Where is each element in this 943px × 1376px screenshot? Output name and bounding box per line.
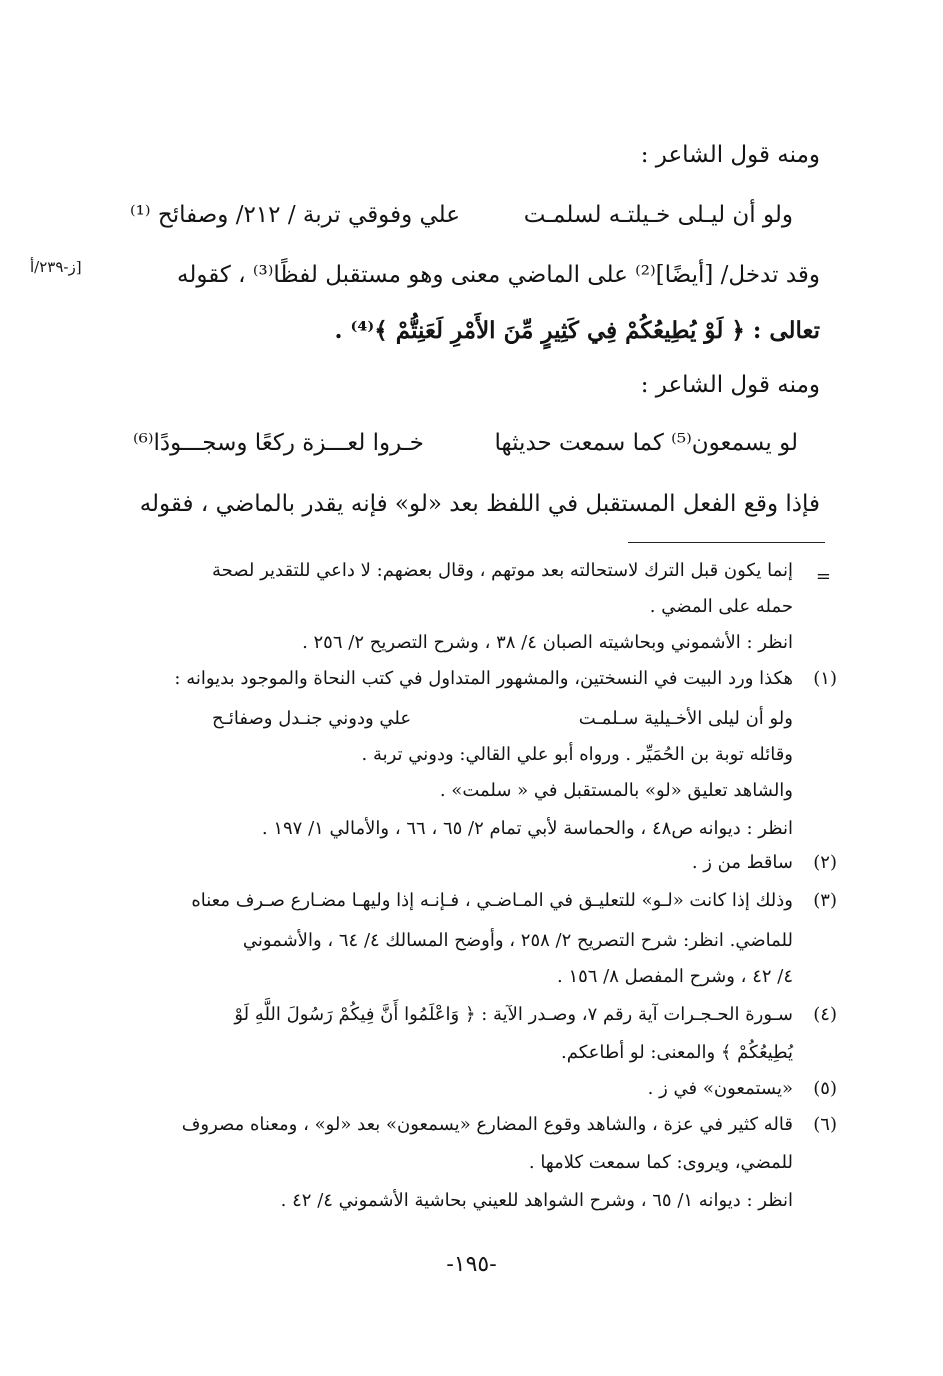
verse-2-first-hemistich: لو يسمعون⁽⁵⁾ كما سمعت حديثها <box>494 430 798 456</box>
margin-manuscript-reference: [ز-٢٣٩/أ <box>30 258 82 276</box>
footnote-4-line-1: سـورة الحـجـرات آية رقم ٧، وصـدر الآية : ﴿ وَاعْلَمُوا أَنَّ فِيكُمْ رَسُولَ اللَّهِ لَوْ <box>234 1004 793 1025</box>
verse-1-first-hemistich: ولو أن ليـلى خـيلتـه لسلمـت <box>523 202 793 228</box>
verse-2-second-hemistich: خـروا لعـــزة ركعًا وسجـــودًا⁽⁶⁾ <box>133 430 424 456</box>
body-line-7: فإذا وقع الفعل المستقبل في اللفظ بعد «لو» فإنه يقدر بالماضي ، فقوله <box>139 491 820 517</box>
footnote-3-line-3: ٤/ ٤٢ ، وشرح المفصل ٨/ ١٥٦ . <box>556 966 793 987</box>
footnote-1-verse-a: ولو أن ليلى الأخـيلية سـلمـت <box>578 708 793 729</box>
footnote-6-number: (٦) <box>813 1114 837 1135</box>
body-line-3: وقد تدخل/ [أيضًا]⁽²⁾ على الماضي معنى وهو مستقبل لفظًا⁽³⁾ ، كقوله <box>177 262 820 288</box>
footnote-5-number: (٥) <box>813 1078 837 1099</box>
footnote-1-line-3: وقائله توبة بن الحُمَيِّر . ورواه أبو علي القالي: ودوني تربة . <box>361 744 793 765</box>
footnote-separator <box>628 542 825 543</box>
footnote-6-line-1: قاله كثير في عزة ، والشاهد وقوع المضارع «يسمعون» بعد «لو» ، ومعناه مصروف <box>181 1114 793 1135</box>
footnote-3-number: (٣) <box>813 890 837 911</box>
intro-line-5: ومنه قول الشاعر : <box>640 372 820 398</box>
footnote-4-line-2: يُطِيعُكُمْ ﴾ والمعنى: لو أطاعكم. <box>561 1042 793 1063</box>
body-line-4-quran: تعالى : ﴿ لَوْ يُطِيعُكُمْ فِي كَثِيرٍ مِّنَ الأَمْرِ لَعَنِتُّمْ ﴾⁽⁴⁾ . <box>334 317 820 344</box>
footnote-2-line-1: ساقط من ز . <box>691 852 793 873</box>
footnote-1-number: (١) <box>813 668 837 689</box>
footnote-1-line-1: هكذا ورد البيت في النسختين، والمشهور المتداول في كتب النحاة والموجود بديوانه : <box>174 668 793 689</box>
footnote-1-verse-b: علي ودوني جنـدل وصفائـح <box>212 708 412 729</box>
footnote-6-line-3: انظر : ديوانه ١/ ٦٥ ، وشرح الشواهد للعيني بحاشية الأشموني ٤/ ٤٢ . <box>280 1190 793 1211</box>
footnote-5-line-1: «يستمعون» في ز . <box>647 1078 793 1099</box>
footnote-6-line-2: للمضي، ويروى: كما سمعت كلامها . <box>528 1152 793 1173</box>
footnote-4-number: (٤) <box>813 1004 837 1025</box>
footnote-1-line-4: والشاهد تعليق «لو» بالمستقبل في « سلمت» . <box>439 780 793 801</box>
footnote-3-line-1: وذلك إذا كانت «لـو» للتعليـق في المـاضـي ، فـإنـه إذا وليهـا مضـارع صـرف معناه <box>191 890 793 911</box>
footnote-cont-line-3: انظر : الأشموني وبحاشيته الصبان ٤/ ٣٨ ، وشرح التصريح ٢/ ٢٥٦ . <box>302 632 793 653</box>
continuation-mark: = <box>815 566 831 587</box>
intro-line-1: ومنه قول الشاعر : <box>640 142 820 168</box>
verse-1-second-hemistich: علي وفوقي تربة / ٢١٢/ وصفائح ⁽¹⁾ <box>130 202 460 228</box>
page-number: -١٩٥- <box>446 1252 497 1277</box>
footnote-2-number: (٢) <box>813 852 837 873</box>
footnote-cont-line-1: إنما يكون قبل الترك لاستحالته بعد موتهم ، وقال بعضهم: لا داعي للتقدير لصحة <box>212 560 793 581</box>
footnote-1-line-5: انظر : ديوانه ص٤٨ ، والحماسة لأبي تمام ٢/ ٦٥ ، ٦٦ ، والأمالي ١/ ١٩٧ . <box>261 818 793 839</box>
footnote-3-line-2: للماضي. انظر: شرح التصريح ٢/ ٢٥٨ ، وأوضح المسالك ٤/ ٦٤ ، والأشموني <box>242 930 793 951</box>
footnote-cont-line-2: حمله على المضي . <box>649 596 793 617</box>
